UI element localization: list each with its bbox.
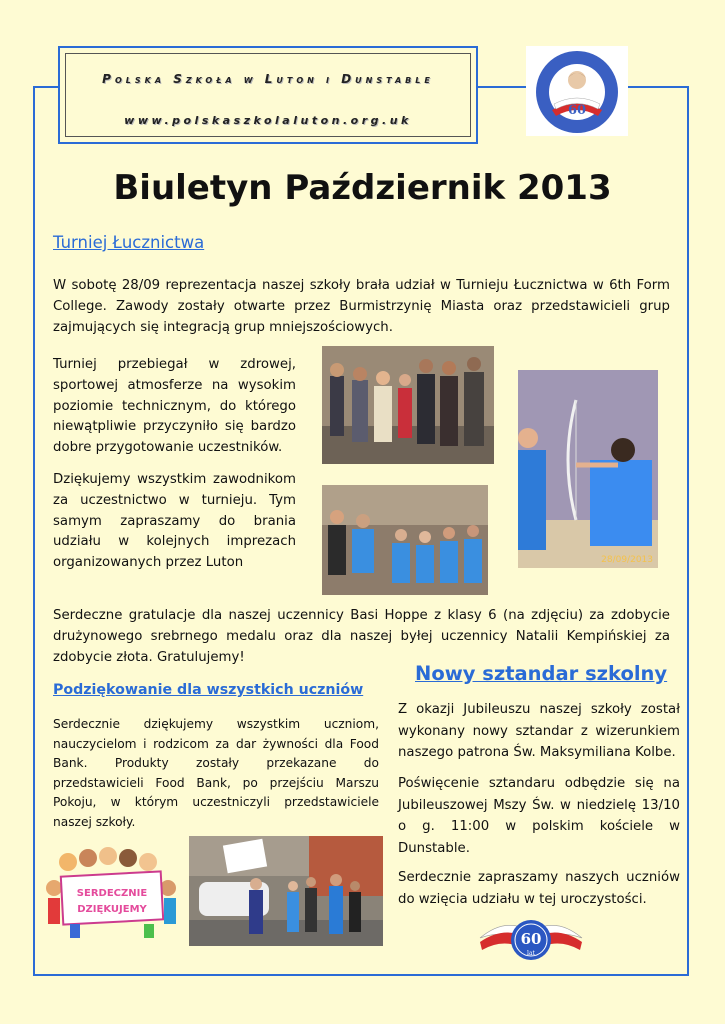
clipart-text-line1: SERDECZNIE [76, 888, 148, 899]
clipart-text-line2: DZIĘKUJEMY [77, 904, 147, 915]
header-inner-border [65, 53, 471, 137]
archery-paragraph-2: Turniej przebiegał w zdrowej, sportowej atmosferze na wysokim poziomie technicznym, do którego niewątpliwie przyczyniło się bardzo dobre przygotowanie uczestników. [53, 357, 296, 456]
archery-paragraph-3: Dziękujemy wszystkim zawodnikom za uczestnictwo w turnieju. Tym samym zapraszamy do brania udziału w kolejnych imprezach organizowanych przez Luton [53, 472, 296, 571]
logo-number: 60 [567, 103, 587, 118]
photo-date-stamp: 28/09/2013 [601, 555, 653, 565]
badge-number: 60 [520, 930, 542, 948]
archery-intro: W sobotę 28/09 reprezentacja naszej szkoły brała udział w Turnieju Łucznictwa w 6th Form College. Zawody zostały otwarte przez Burmistrzynię Miasta oraz przedstawicieli grup zajmujących się integracją grup mniejszościowych. [53, 278, 670, 335]
archery-team-photo [322, 485, 488, 595]
jubilee-60-badge [476, 908, 586, 968]
school-logo [526, 46, 628, 136]
congratulations-paragraph: Serdeczne gratulacje dla naszej uczennicy Basi Hoppe z klasy 6 (na zdjęciu) za zdobycie drużynowego srebrnego medalu oraz dla naszej byłej uczennicy Natalii Kempińskiej za zdobycie złota. Gratulujemy! [53, 608, 670, 665]
banner-paragraph-2: Poświęcenie sztandaru odbędzie się na Jubileuszowej Mszy Św. w niedzielę 13/10 o g. 11:00 w polskim kościele w Dunstable. [398, 776, 680, 856]
page-title: Biuletyn Październik 2013 [113, 168, 612, 208]
peace-march-photo [189, 836, 383, 946]
banner-paragraph-1: Z okazji Jubileuszu naszej szkoły został wykonany nowy sztandar z wizerunkiem naszego patrona Św. Maksymiliana Kolbe. [398, 702, 680, 760]
thanks-paragraph: Serdecznie dziękujemy wszystkim uczniom, nauczycielom i rodzicom za dar żywności dla Food Bank. Produkty zostały przekazane do przedstawicieli Food Bank, po przejściu Marszu Pokoju, w którym uczestniczyli przedstawiciele naszej szkoły. [53, 717, 379, 829]
archery-heading: Turniej Łucznictwa [53, 233, 205, 252]
banner-heading: Nowy sztandar szkolny [415, 662, 668, 685]
school-url[interactable]: www.polskaszkolaluton.org.uk [124, 114, 412, 127]
thank-you-clipart [44, 844, 180, 940]
thanks-heading: Podziękowanie dla wszystkich uczniów [53, 682, 364, 698]
banner-paragraph-3: Serdecznie zapraszamy naszych uczniów do wzięcia udziału w tej uroczystości. [398, 870, 680, 907]
badge-subtext: lat [527, 950, 535, 957]
archery-group-photo [322, 346, 494, 464]
header-box [58, 46, 478, 144]
school-name: Polska Szkoła w Luton i Dunstable [102, 72, 434, 86]
archery-bow-photo [518, 370, 658, 568]
